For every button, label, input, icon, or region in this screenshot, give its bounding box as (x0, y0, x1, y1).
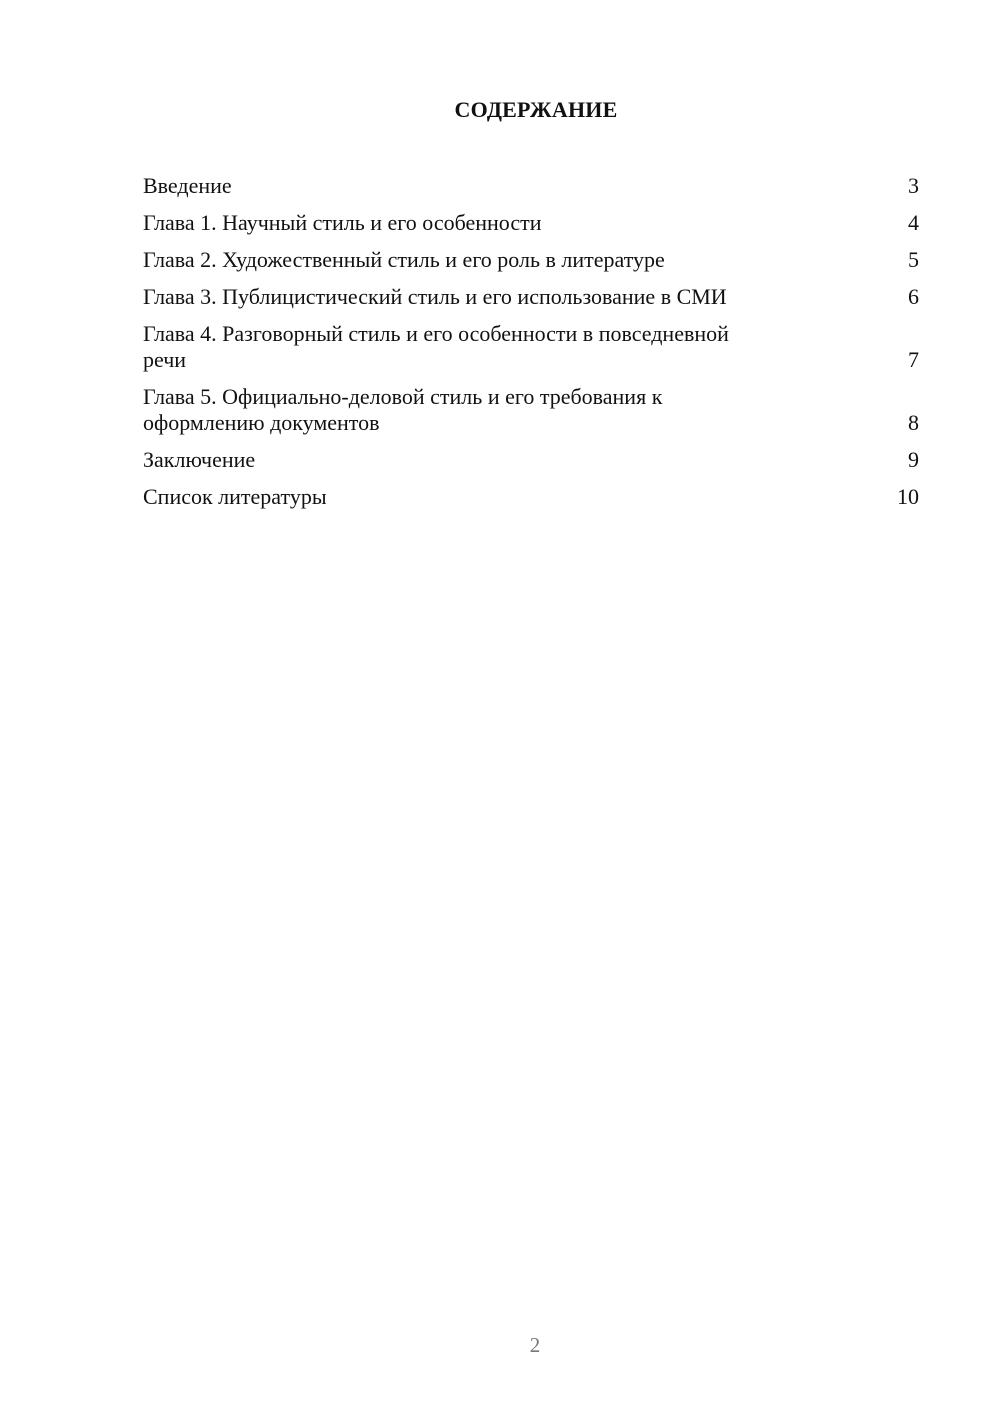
toc-entry-page: 9 (908, 447, 919, 472)
toc-entry-page: 5 (908, 247, 919, 272)
toc-entry-label: Глава 1. Научный стиль и его особенности (143, 210, 542, 235)
toc-entry-label: Введение (143, 173, 232, 198)
toc-entry-page: 3 (908, 173, 919, 198)
toc-entry-label: Глава 5. Официально-деловой стиль и его требования к оформлению документов (143, 384, 663, 435)
page-number: 2 (529, 1333, 541, 1357)
table-of-contents (143, 170, 919, 518)
toc-entry-page: 8 (908, 410, 919, 435)
toc-entry-references[interactable] (143, 481, 919, 518)
toc-entry-page: 6 (908, 284, 919, 309)
toc-entry-chapter-1[interactable] (143, 207, 919, 244)
toc-entry-label: Глава 3. Публицистический стиль и его использование в СМИ (143, 284, 727, 309)
toc-entry-page: 10 (897, 484, 919, 509)
toc-entry-chapter-2[interactable] (143, 244, 919, 281)
toc-entry-chapter-5[interactable] (143, 381, 919, 444)
toc-entry-chapter-3[interactable] (143, 281, 919, 318)
toc-entry-introduction[interactable] (143, 170, 919, 207)
toc-entry-page: 7 (908, 347, 919, 372)
toc-entry-label: Список литературы (143, 484, 327, 509)
toc-entry-label: Глава 4. Разговорный стиль и его особенности в повседневной речи (143, 321, 729, 372)
toc-entry-conclusion[interactable] (143, 444, 919, 481)
toc-title: СОДЕРЖАНИЕ (454, 97, 618, 122)
toc-entry-label: Заключение (143, 447, 256, 472)
toc-entry-chapter-4[interactable] (143, 318, 919, 381)
toc-entry-label: Глава 2. Художественный стиль и его роль в литературе (143, 247, 665, 272)
toc-entry-page: 4 (908, 210, 919, 235)
